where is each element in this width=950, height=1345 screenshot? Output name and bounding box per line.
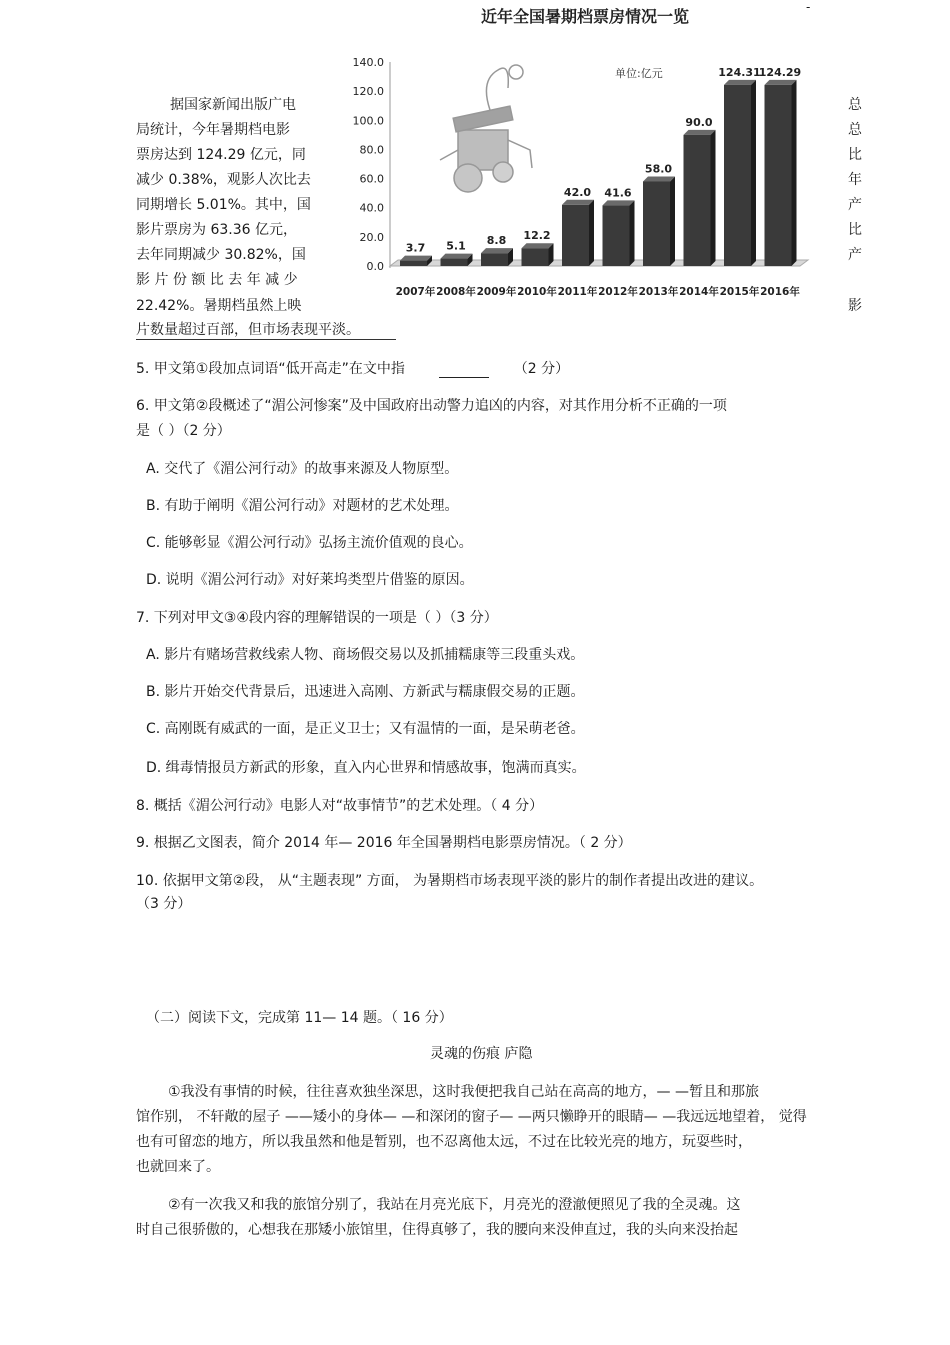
- option: A. 交代了《湄公河行动》的故事来源及人物原型。: [146, 461, 459, 477]
- right-char: 比: [848, 147, 862, 163]
- right-char: 总: [848, 122, 862, 138]
- x-tick-label: 2013年: [638, 286, 679, 298]
- bars-group: [390, 66, 808, 266]
- bar-top: [603, 200, 635, 205]
- chart-unit-label: 单位:亿元: [615, 67, 663, 80]
- bar-side: [589, 200, 594, 266]
- bar-top: [684, 130, 716, 135]
- x-tick-label: 2010年: [517, 286, 557, 298]
- x-tick-label: 2011年: [557, 286, 598, 298]
- bar-value-label: 58.0: [644, 162, 673, 176]
- box-office-chart: [340, 0, 820, 306]
- y-axis: [353, 56, 391, 273]
- y-tick-label: 120.0: [352, 85, 384, 99]
- bar-value-label: 124.29: [758, 65, 802, 79]
- bar-top: [765, 80, 797, 85]
- question-10-line1: 10. 依据甲文第②段， 从“主题表现” 方面， 为暑期档市场表现平淡的影片的制作者提出改进的建议。: [136, 873, 764, 889]
- bar: [684, 135, 711, 266]
- option: C. 高刚既有威武的一面，是正义卫士；又有温情的一面，是呆萌老爸。: [146, 721, 585, 737]
- chart-title: 近年全国暑期档票房情况一览: [480, 7, 690, 26]
- y-tick-label: 80.0: [359, 143, 384, 157]
- bar-side: [792, 80, 797, 266]
- bar: [562, 205, 589, 266]
- bar-top: [481, 248, 513, 253]
- bar-side: [670, 176, 675, 266]
- bar: [765, 85, 792, 266]
- paragraph-line: ①我没有事情的时候，往往喜欢独坐深思，这时我便把我自己站在高高的地方，— —暂且和那旅: [168, 1084, 759, 1100]
- paragraph-line: ②有一次我又和我的旅馆分别了，我站在月亮光底下，月亮光的澄澈便照见了我的全灵魂。这: [168, 1197, 741, 1213]
- question-8: 8. 概括《湄公河行动》电影人对“故事情节”的艺术处理。（ 4 分）: [136, 798, 544, 814]
- x-tick-label: 2009年: [476, 286, 517, 298]
- bar: [400, 261, 427, 266]
- option: B. 影片开始交代背景后，迅速进入高刚、方新武与糯康假交易的正题。: [146, 684, 585, 700]
- bar: [603, 205, 630, 266]
- bar-top: [400, 256, 432, 261]
- bar-top: [562, 200, 594, 205]
- bar: [724, 85, 751, 266]
- bar-value-label: 3.7: [405, 241, 426, 255]
- option: D. 缉毒情报员方新武的形象，直入内心世界和情感故事，饱满而真实。: [146, 760, 586, 776]
- bar-side: [751, 80, 756, 266]
- question-6-line2: 是（ ）（2 分）: [136, 423, 231, 439]
- bar: [643, 181, 670, 266]
- y-tick-label: 140.0: [352, 56, 384, 69]
- question-7: 7. 下列对甲文③④段内容的理解错误的一项是（ ）（3 分）: [136, 610, 498, 626]
- article-title: 灵魂的伤痕 庐隐: [430, 1046, 533, 1062]
- bar-top: [724, 80, 756, 85]
- question-5-text: 5. 甲文第①段加点词语“低开高走”在文中指: [136, 361, 405, 377]
- y-tick-label: 100.0: [352, 114, 384, 128]
- paragraph-line: 也就回来了。: [136, 1159, 220, 1175]
- bar: [481, 253, 508, 266]
- right-char: 比: [848, 222, 862, 238]
- bar-top: [441, 254, 473, 259]
- paragraph-line: 也有可留恋的地方，所以我虽然和他是暂别，也不忍离他太远，不过在比较光亮的地方，玩耍些时，: [136, 1134, 752, 1150]
- paragraph-line: 时自己很骄傲的，心想我在那矮小旅馆里，住得真够了，我的腰向来没伸直过，我的头向来没抬起: [136, 1222, 738, 1238]
- right-char: 产: [848, 197, 862, 213]
- bar-chart-svg: [340, 0, 820, 306]
- bar-value-label: 8.8: [486, 234, 507, 248]
- question-9: 9. 根据乙文图表，简介 2014 年— 2016 年全国暑期档电影票房情况。（ 2 分）: [136, 835, 632, 851]
- bar-side: [630, 200, 635, 266]
- question-6-line1: 6. 甲文第②段概述了“湄公河惨案”及中国政府出动警力追凶的内容，对其作用分析不正确的一项: [136, 398, 727, 414]
- option: A. 影片有赌场营救线索人物、商场假交易以及抓捕糯康等三段重头戏。: [146, 647, 585, 663]
- left-text-line: 减少 0.38%，观影人次比去: [136, 172, 311, 188]
- left-text-line: 影 片 份 额 比 去 年 减 少: [136, 272, 298, 288]
- left-text-line: 影片票房为 63.36 亿元，: [136, 222, 297, 238]
- bar: [441, 259, 468, 266]
- y-tick-label: 60.0: [359, 172, 384, 186]
- left-text-line: 同期增长 5.01%。其中，国: [136, 197, 311, 213]
- x-axis: [396, 285, 801, 298]
- option: D. 说明《湄公河行动》对好莱坞类型片借鉴的原因。: [146, 572, 474, 588]
- x-tick-label: 2008年: [436, 286, 476, 298]
- bar-top: [522, 243, 554, 248]
- right-char: 产: [848, 247, 862, 263]
- bar-side: [711, 130, 716, 266]
- x-tick-label: 2012年: [598, 286, 638, 298]
- paragraph-line: 馆作别， 不轩敞的屋子 ——矮小的身体— —和深闭的窗子— —两只懒睁开的眼睛— —我远远地望着， 觉得: [136, 1109, 807, 1125]
- left-text-line: 去年同期减少 30.82%，国: [136, 247, 306, 263]
- left-text-line: 片数量超过百部，但市场表现平淡。: [136, 319, 396, 340]
- option: B. 有助于阐明《湄公河行动》对题材的艺术处理。: [146, 498, 459, 514]
- x-tick-label: 2007年: [395, 286, 436, 298]
- answer-blank: [439, 361, 489, 378]
- bar-value-label: 5.1: [446, 239, 466, 253]
- question-10-line2: （3 分）: [136, 896, 192, 912]
- bar-value-label: 124.31: [718, 65, 761, 79]
- section-heading: （二）阅读下文，完成第 11— 14 题。（ 16 分）: [146, 1010, 453, 1026]
- bar-value-label: 12.2: [523, 229, 551, 243]
- top-mark: -: [806, 0, 811, 14]
- right-char: 年: [848, 172, 862, 188]
- option: C. 能够彰显《湄公河行动》弘扬主流价值观的良心。: [146, 535, 473, 551]
- y-tick-label: 0.0: [366, 260, 384, 273]
- film-camera-illustration: [440, 65, 532, 192]
- question-5-score: （2 分）: [513, 361, 570, 377]
- bar-value-label: 42.0: [563, 185, 592, 199]
- bar-top: [643, 176, 675, 181]
- left-text-line: 票房达到 124.29 亿元，同: [136, 147, 306, 163]
- bar-value-label: 41.6: [604, 186, 632, 200]
- right-char: 总: [848, 97, 862, 113]
- right-char: 影: [848, 298, 862, 314]
- y-tick-label: 20.0: [359, 230, 384, 244]
- x-tick-label: 2014年: [679, 286, 719, 298]
- x-tick-label: 2016年: [760, 286, 800, 298]
- bar: [522, 248, 549, 266]
- question-5: [136, 358, 569, 378]
- left-text-line: 据国家新闻出版广电: [170, 97, 296, 113]
- y-tick-label: 40.0: [359, 201, 384, 215]
- bar-value-label: 90.0: [685, 115, 713, 129]
- x-tick-label: 2015年: [719, 286, 760, 298]
- left-text-line: 22.42%。暑期档虽然上映: [136, 298, 302, 314]
- left-text-line: 局统计，今年暑期档电影: [136, 122, 290, 138]
